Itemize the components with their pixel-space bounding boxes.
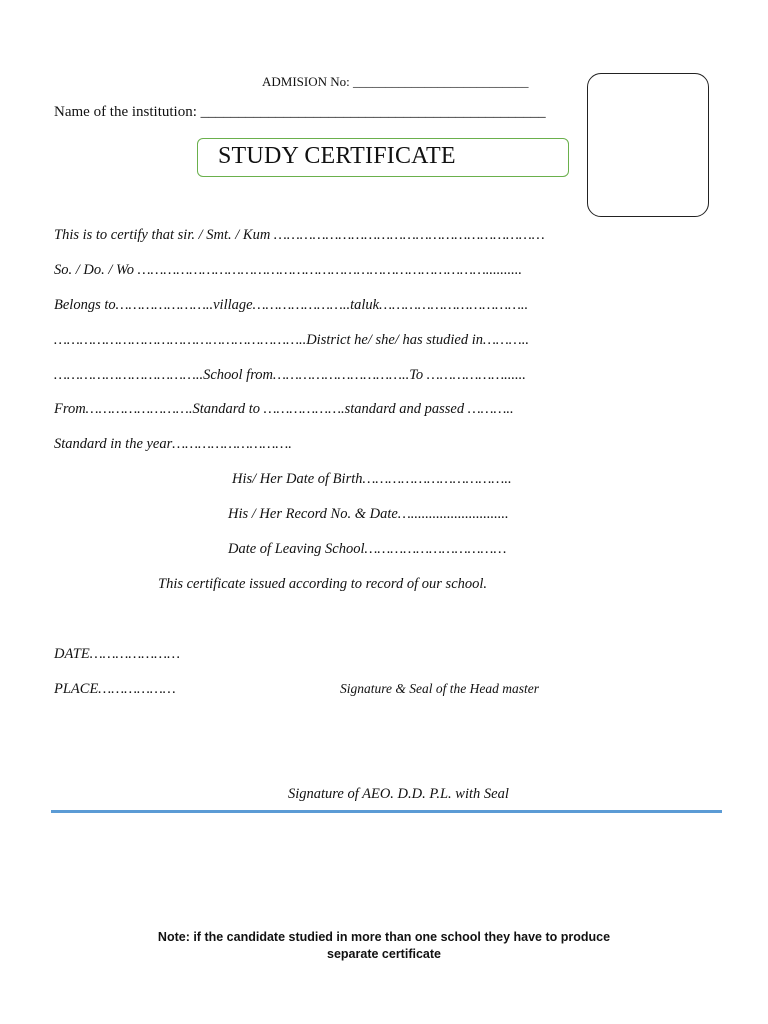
date-of-birth-line: His/ Her Date of Birth…………………………….. (232, 471, 512, 487)
divider-line (51, 810, 722, 813)
title-box (197, 138, 569, 177)
body-line-parent: So. / Do. / Wo ……………………………………………………………………….......... (54, 262, 523, 278)
leaving-date-line: Date of Leaving School…………………………… (228, 541, 507, 557)
aeo-signature-label: Signature of AEO. D.D. P.L. with Seal (288, 786, 509, 802)
body-line-district: …………………………………………………..District he/ she/ has studied in……….. (54, 332, 529, 348)
body-line-certify: This is to certify that sir. / Smt. / Kum ……………………………………………………… (54, 227, 545, 243)
note-text (0, 929, 768, 963)
note-line-1: Note: if the candidate studied in more than one school they have to produce (157, 930, 611, 944)
date-field: DATE………………… (54, 646, 180, 662)
issued-statement: This certificate issued according to record of our school. (158, 576, 488, 592)
headmaster-signature-label: Signature & Seal of the Head master (340, 681, 539, 696)
body-line-standard: From…………………….Standard to ……………….standard and passed ……….. (54, 401, 514, 417)
record-number-line: His / Her Record No. & Date…........................... (228, 506, 509, 522)
body-line-school: ……………………………..School from…………………………..To ………………...... (54, 367, 526, 383)
body-line-year: Standard in the year………………………. (54, 436, 292, 452)
body-line-belongs: Belongs to…………………..village…………………..taluk…………………………….. (54, 297, 529, 313)
admission-number-field: ADMISION No: ___________________________ (262, 74, 529, 89)
photo-box (587, 73, 709, 217)
place-field: PLACE……………… (54, 681, 176, 697)
institution-name-field: Name of the institution: ______________________________________________ (54, 104, 546, 120)
certificate-title: STUDY CERTIFICATE (218, 143, 456, 169)
note-line-2: separate certificate (327, 947, 441, 961)
